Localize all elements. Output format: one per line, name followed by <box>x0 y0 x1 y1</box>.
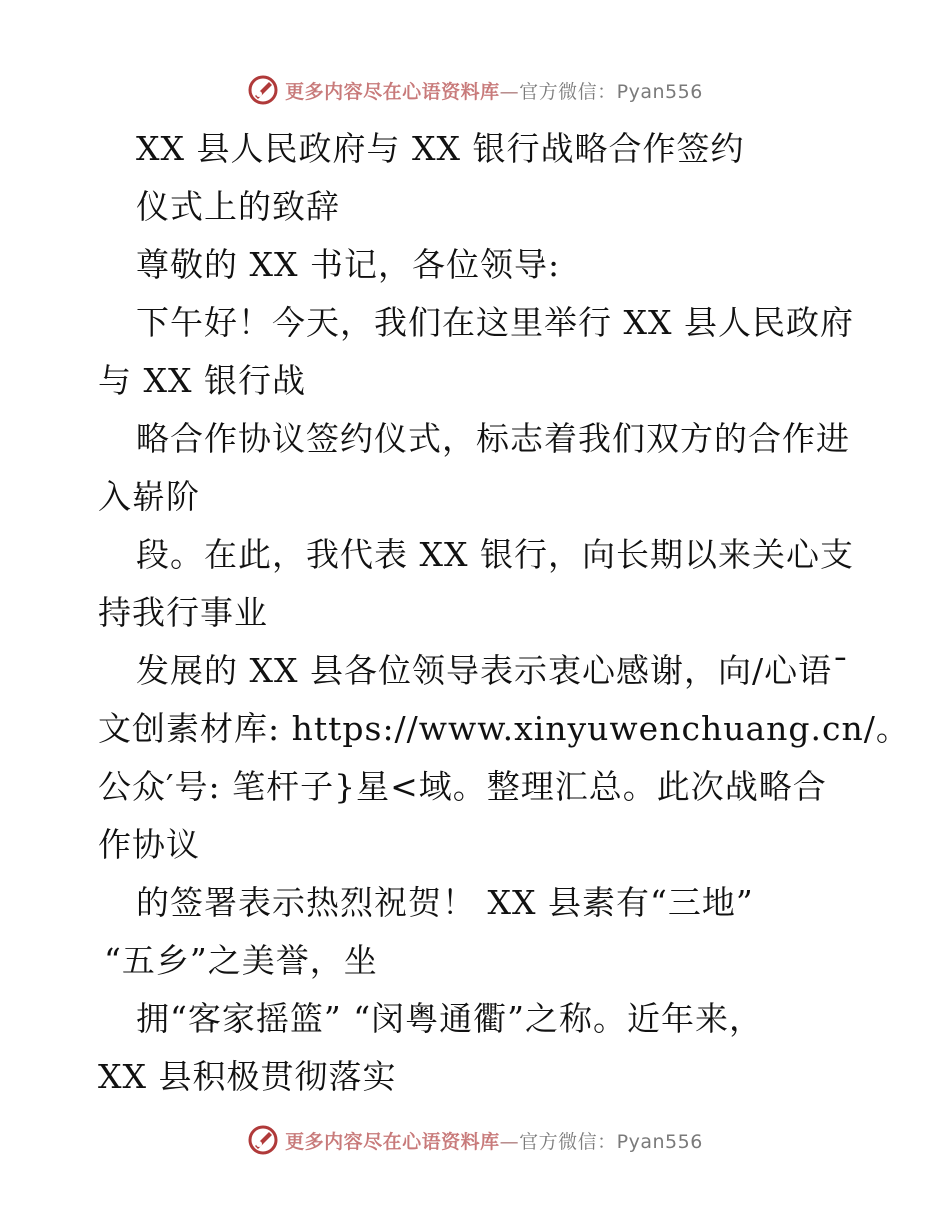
footer-banner-text <box>285 1127 703 1154</box>
document-line: 下午好！今天，我们在这里举行 XX 县人民政府 <box>136 303 854 342</box>
document-line: 拥“客家摇篮” “闵粤通衢”之称。近年来， <box>136 999 763 1038</box>
document-line: 的签署表示热烈祝贺！ XX 县素有“三地” <box>136 883 754 922</box>
document-line: 尊敬的 XX 书记，各位领导: <box>136 245 561 284</box>
header-brand-text: 更多内容尽在心语资料库 <box>285 80 500 103</box>
header-wechat-text: 官方微信：Pyan556 <box>519 80 703 103</box>
document-line: 仪式上的致辞 <box>136 187 340 226</box>
document-line: 与 XX 银行战 <box>98 361 306 400</box>
document-line: 公众′号: 笔杆子}星<域。整理汇总。此次战略合 <box>98 767 827 806</box>
brand-logo-icon <box>247 1124 279 1156</box>
document-line: 入崭阶 <box>98 477 200 516</box>
footer-separator: — <box>499 1130 520 1153</box>
header-separator: — <box>499 80 520 103</box>
document-line: 持我行事业 <box>98 593 268 632</box>
document-line: XX 县积极贯彻落实 <box>98 1057 397 1096</box>
document-line: 文创素材库: https://www.xinyuwenchuang.cn/。 <box>98 709 910 748</box>
brand-logo-icon <box>247 74 279 106</box>
document-line: 发展的 XX 县各位领导表示衷心感谢，向/心语¯ <box>136 651 850 690</box>
document-line: 段。在此，我代表 XX 银行，向长期以来关心支 <box>136 535 854 574</box>
document-line: “五乡”之美誉，坐 <box>104 941 378 980</box>
footer-wechat-text: 官方微信：Pyan556 <box>519 1130 703 1153</box>
document-line: XX 县人民政府与 XX 银行战略合作签约 <box>136 129 745 168</box>
header-banner-text <box>285 77 703 104</box>
header-banner <box>0 70 950 110</box>
footer-banner <box>0 1120 950 1160</box>
document-line: 略合作协议签约仪式，标志着我们双方的合作进 <box>136 419 850 458</box>
document-line: 作协议 <box>98 825 200 864</box>
footer-brand-text: 更多内容尽在心语资料库 <box>285 1130 500 1153</box>
document-body <box>98 120 910 1106</box>
